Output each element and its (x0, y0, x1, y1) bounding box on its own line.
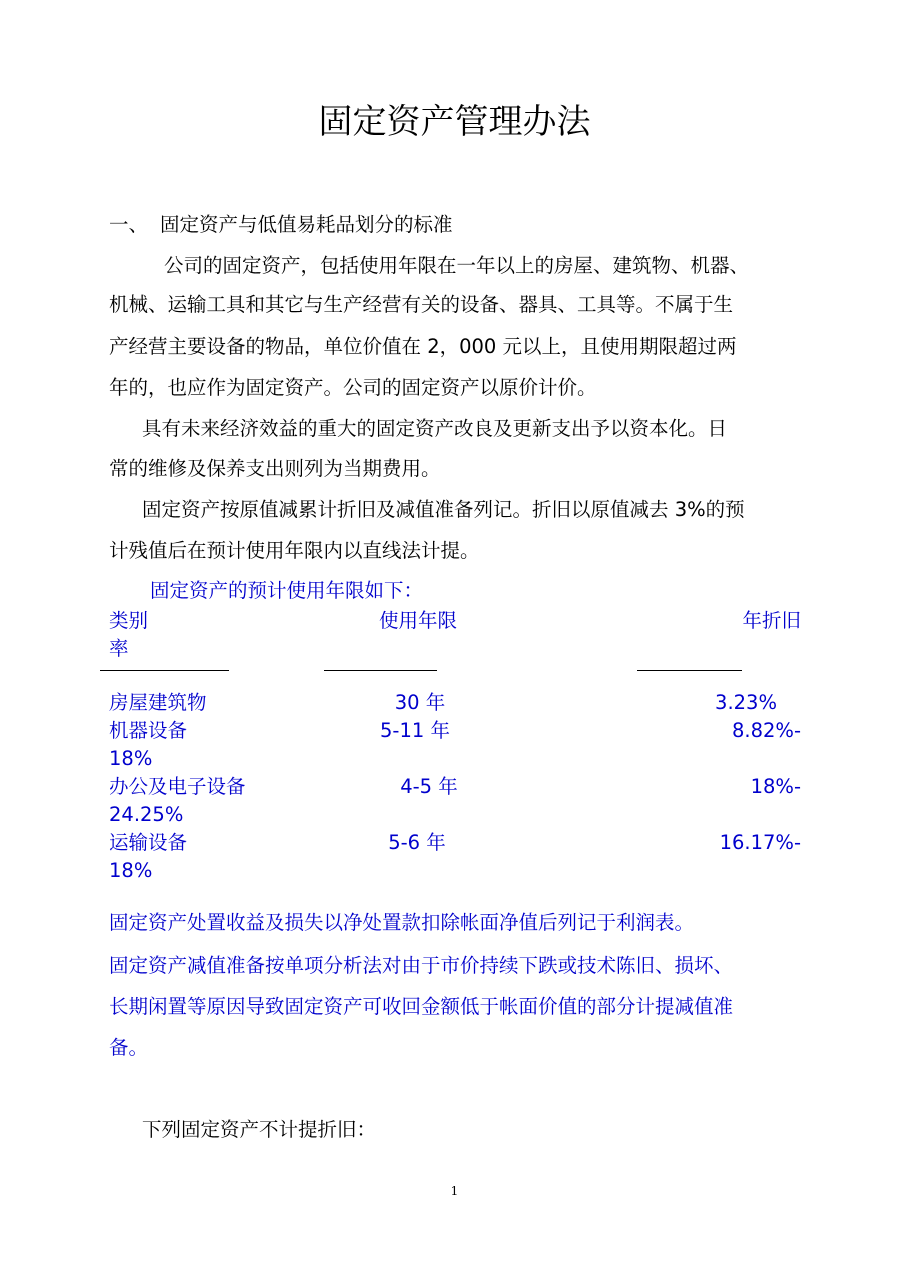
paragraph-line: 具有未来经济效益的重大的固定资产改良及更新支出予以资本化。日 (142, 417, 728, 440)
table-cell-rate-wrap: 18% (109, 747, 153, 770)
paragraph-line: 计残值后在预计使用年限内以直线法计提。 (109, 539, 480, 562)
paragraph-line: 常的维修及保养支出则列为当期费用。 (109, 457, 441, 480)
paragraph-line: 机械、运输工具和其它与生产经营有关的设备、器具、工具等。不属于生 (109, 293, 734, 316)
paragraph-line: 固定资产按原值减累计折旧及减值准备列记。折旧以原值减去 3%的预 (142, 498, 745, 521)
header-rule-category (100, 670, 229, 671)
table-cell-rate: 3.23% (715, 691, 777, 714)
paragraph-line: 年的，也应作为固定资产。公司的固定资产以原价计价。 (109, 376, 597, 399)
section-number: 一、 (109, 213, 149, 236)
impairment-line: 备。 (109, 1036, 149, 1059)
page-number: 1 (450, 1184, 459, 1198)
table-cell-category: 办公及电子设备 (109, 775, 246, 798)
table-intro: 固定资产的预计使用年限如下： (150, 579, 424, 602)
header-years: 使用年限 (379, 609, 458, 632)
table-cell-years: 5-6 年 (388, 831, 446, 854)
header-category: 类别 (109, 609, 149, 632)
table-cell-rate: 16.17%- (719, 831, 801, 854)
table-cell-category: 房屋建筑物 (109, 691, 207, 714)
header-rule-years (324, 670, 437, 671)
table-cell-rate: 8.82%- (732, 719, 801, 742)
header-rate-wrap: 率 (109, 637, 129, 660)
no-depreciation-intro: 下列固定资产不计提折旧： (142, 1118, 377, 1141)
impairment-line: 长期闲置等原因导致固定资产可收回金额低于帐面价值的部分计提减值准 (109, 995, 734, 1018)
table-cell-years: 5-11 年 (380, 719, 450, 742)
impairment-line: 固定资产减值准备按单项分析法对由于市价持续下跌或技术陈旧、损坏、 (109, 954, 734, 977)
table-cell-rate: 18%- (750, 775, 801, 798)
paragraph-line: 产经营主要设备的物品，单位价值在 2，000 元以上，且使用期限超过两 (109, 335, 737, 358)
header-rule-rate (637, 670, 742, 671)
disposal-paragraph: 固定资产处置收益及损失以净处置款扣除帐面净值后列记于利润表。 (109, 911, 695, 934)
document-title: 固定资产管理办法 (318, 102, 591, 142)
header-rate: 年折旧 (742, 609, 801, 632)
table-cell-years: 4-5 年 (400, 775, 458, 798)
table-cell-category: 运输设备 (109, 831, 188, 854)
table-cell-category: 机器设备 (109, 719, 188, 742)
table-cell-years: 30 年 (394, 691, 446, 714)
paragraph-line: 公司的固定资产，包括使用年限在一年以上的房屋、建筑物、机器、 (164, 254, 750, 277)
table-cell-rate-wrap: 18% (109, 859, 153, 882)
section-heading: 固定资产与低值易耗品划分的标准 (160, 213, 453, 236)
table-cell-rate-wrap: 24.25% (109, 803, 184, 826)
